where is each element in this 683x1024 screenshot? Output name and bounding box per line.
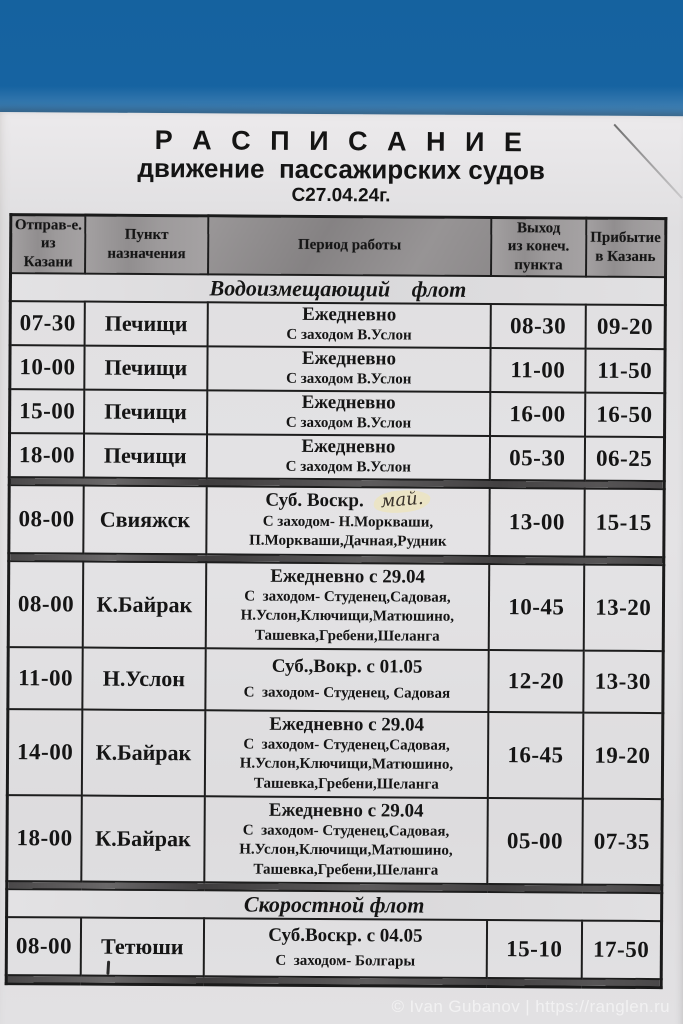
- section-title: Скоростной флот: [7, 889, 662, 921]
- cell-depart: 14-00: [7, 709, 82, 795]
- cell-arrival: 06-25: [584, 437, 664, 481]
- cell-depart: 11-00: [8, 647, 83, 709]
- title-date: С27.04.24г.: [291, 184, 391, 207]
- cell-destination: К.Байрак: [82, 709, 205, 796]
- cell-destination: Свияжск: [83, 485, 206, 554]
- cell-arrival: 17-50: [581, 921, 661, 979]
- period-schedule: Ежедневно: [301, 436, 396, 458]
- cell-depart: 18-00: [7, 795, 82, 881]
- table-row: [10, 345, 665, 393]
- cell-period: [206, 434, 490, 480]
- cell-arrival: 09-20: [585, 305, 665, 349]
- cell-exit: 10-45: [489, 564, 584, 651]
- period-stops: С заходом- Студенец,Садовая,: [243, 736, 450, 754]
- table-row: [8, 561, 664, 651]
- cell-period: [207, 346, 491, 392]
- table-row: [10, 389, 665, 437]
- cell-period: [207, 302, 491, 348]
- period-schedule: Ежедневно: [301, 348, 397, 370]
- table-header-row: [11, 214, 666, 277]
- header-arrival: Прибытие в Казань: [586, 218, 666, 277]
- period-stops: С заходом В.Услон: [286, 326, 412, 344]
- header-exit: Выход из конеч. пункта: [491, 217, 586, 276]
- cell-destination: Печищи: [84, 433, 207, 478]
- cell-period: [203, 918, 487, 978]
- schedule-table: [5, 213, 668, 989]
- period-stops: С заходом- Студенец,Садовая,: [244, 588, 451, 606]
- header-depart: Отправ-е. из Казани: [11, 214, 86, 273]
- period-schedule: Ежедневно: [302, 304, 397, 326]
- cell-destination: К.Байрак: [83, 561, 206, 648]
- cell-arrival: 19-20: [582, 713, 662, 799]
- schedule-paper: [0, 112, 683, 1024]
- period-stops: Н.Услон,Ключищи,Матюшино,: [240, 607, 455, 625]
- cell-depart: 08-00: [6, 917, 81, 975]
- cell-arrival: 07-35: [582, 799, 662, 885]
- cell-arrival: 13-20: [583, 565, 663, 651]
- cell-exit: 05-30: [490, 436, 585, 481]
- cell-period: [204, 710, 488, 798]
- period-schedule: Суб.Воскр. с 04.05: [268, 924, 423, 947]
- period-stops: С заходом В.Услон: [285, 414, 412, 432]
- table-row: [8, 647, 663, 713]
- cell-depart: 08-00: [9, 485, 84, 553]
- cell-arrival: 16-50: [585, 393, 665, 437]
- cell-arrival: 11-50: [585, 349, 665, 393]
- period-schedule: Суб. Воскр. май.: [209, 489, 487, 513]
- cell-arrival: 13-30: [583, 651, 663, 713]
- title-main: Р А С П И С А Н И Е: [154, 124, 529, 158]
- cell-period: [205, 648, 489, 712]
- cell-destination: Печищи: [85, 301, 208, 346]
- cell-exit: 08-30: [491, 304, 586, 349]
- cell-period: [207, 390, 491, 436]
- table-row: [7, 795, 663, 885]
- period-schedule: Суб.,Вокр. с 01.05: [271, 655, 423, 678]
- table-row: [9, 485, 664, 557]
- period-stops: П.Моркваши,Дачная,Рудник: [249, 532, 447, 551]
- cell-destination: К.Байрак: [81, 795, 204, 882]
- header-period: Период работы: [208, 215, 492, 275]
- cell-depart: 18-00: [9, 433, 84, 477]
- period-stops: Ташевка,Гребени,Шеланга: [254, 627, 440, 645]
- period-stops: Ташевка,Гребени,Шеланга: [253, 775, 439, 793]
- cell-destination: Н.Услон: [83, 647, 206, 710]
- period-schedule: Ежедневно с 29.04: [269, 713, 425, 736]
- cell-depart: 15-00: [10, 389, 85, 433]
- period-stops: Н.Услон,Ключищи,Матюшино,: [239, 755, 454, 773]
- cell-depart: 10-00: [10, 345, 85, 389]
- cell-period: [204, 796, 488, 884]
- photo-watermark: © Ivan Gubanov | https://ranglen.ru: [391, 997, 670, 1016]
- cell-period: [206, 486, 490, 556]
- handwritten-note: май.: [373, 488, 432, 514]
- cell-exit: 12-20: [489, 650, 584, 713]
- period-stops: С заходом- Студенец,Садовая,: [242, 822, 450, 840]
- period-stops: С заходом В.Услон: [285, 458, 411, 476]
- period-stops: С заходом- Н.Моркваши,: [262, 513, 434, 531]
- section-displacement-fleet: [10, 273, 665, 305]
- table-row: [9, 433, 664, 481]
- period-stops: С заходом- Студенец, Садовая: [243, 684, 451, 702]
- cell-depart: 08-00: [8, 561, 83, 647]
- period-stops: Н.Услон,Ключищи,Матюшино,: [239, 841, 453, 859]
- cell-destination: Печищи: [84, 345, 207, 390]
- cell-exit: 05-00: [488, 798, 583, 885]
- period-schedule: Ежедневно с 29.04: [268, 799, 424, 822]
- period-schedule: Ежедневно: [301, 392, 396, 414]
- period-stops: Ташевка,Гребени,Шеланга: [253, 861, 439, 879]
- cell-exit: 16-45: [488, 712, 583, 799]
- table-row: [7, 709, 663, 799]
- cell-exit: 13-00: [490, 488, 585, 557]
- period-stops: С заходом- Болгары: [275, 952, 416, 970]
- table-row: [10, 301, 665, 349]
- cell-destination: Печищи: [84, 389, 207, 434]
- section-speed-fleet: [7, 889, 662, 921]
- cell-exit: 16-00: [490, 392, 585, 437]
- table-row: [6, 917, 661, 979]
- cell-period: [205, 562, 489, 650]
- schedule-title: [0, 112, 683, 210]
- cell-destination: Тетюши: [81, 917, 204, 976]
- cell-arrival: 15-15: [584, 489, 664, 557]
- section-title: Водоизмещающий флот: [10, 273, 665, 305]
- period-stops: С заходом В.Услон: [286, 370, 412, 388]
- cell-exit: 11-00: [491, 348, 586, 393]
- cell-exit: 15-10: [487, 920, 582, 979]
- title-subtitle: движение пассажирских судов: [137, 152, 546, 186]
- header-destination: Пункт назначения: [85, 215, 208, 274]
- period-schedule: Ежедневно с 29.04: [270, 565, 426, 588]
- cell-depart: 07-30: [10, 301, 85, 345]
